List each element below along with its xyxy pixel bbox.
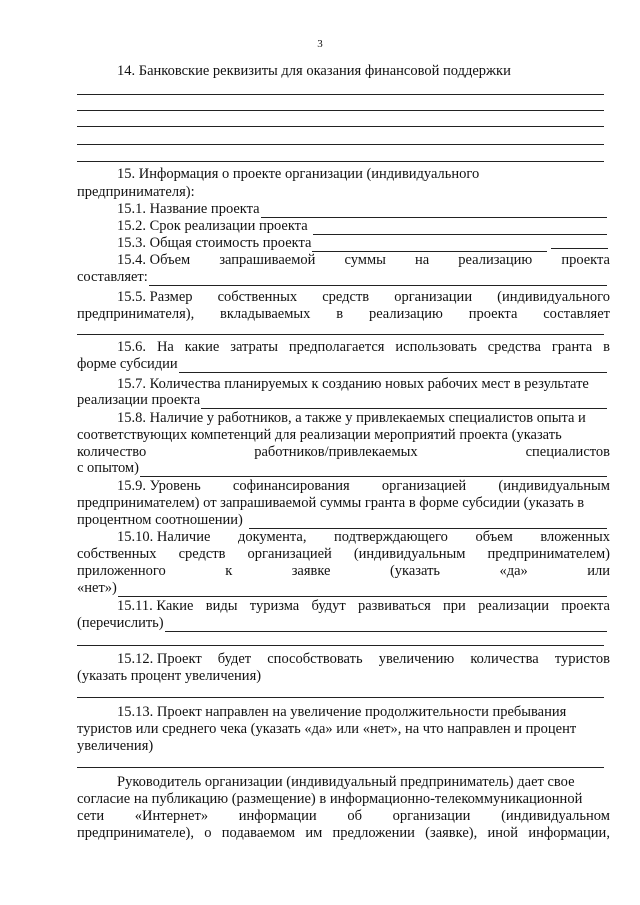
- blank-line: [179, 359, 607, 373]
- field-15-8-line2: соответствующих компетенций для реализации мероприятий проекта (указать: [77, 427, 562, 443]
- word: вложенных: [540, 529, 610, 545]
- word: объем: [475, 529, 513, 545]
- word: заявке: [291, 563, 331, 579]
- word: какие: [184, 339, 220, 355]
- word: виды: [205, 598, 238, 614]
- word: специалистов: [525, 444, 610, 460]
- word: об: [347, 808, 362, 824]
- word: на: [414, 252, 430, 268]
- word: собственных: [217, 289, 298, 305]
- word: будет: [217, 651, 252, 667]
- blank-line: [201, 395, 607, 409]
- field-15-9-line3: [77, 512, 607, 529]
- field-label: форме субсидии: [77, 356, 178, 372]
- blank-line: [77, 144, 604, 145]
- blank-line: [77, 697, 604, 698]
- consent-line4: [77, 825, 610, 842]
- word: 15.12. Проект: [117, 651, 202, 667]
- blank-line: [77, 645, 604, 646]
- word: «да»: [499, 563, 528, 579]
- field-label: составляет:: [77, 269, 148, 285]
- consent-line2: согласие на публикацию (размещение) в информационно-телекоммуникационной: [77, 791, 583, 807]
- word: увеличению: [378, 651, 455, 667]
- blank-line: [249, 515, 607, 529]
- field-15-8-line3: [77, 444, 610, 461]
- field-15-6-line1: [117, 339, 610, 356]
- field-label: 15.2. Срок реализации проекта: [117, 218, 308, 234]
- blank-line: [77, 126, 604, 127]
- field-15-7-line1: 15.7. Количества планируемых к созданию новых рабочих мест в результате: [117, 376, 589, 392]
- word: (указать: [389, 563, 441, 579]
- word: (индивидуальным: [353, 546, 466, 562]
- field-15-5-line2: [77, 306, 610, 323]
- word: 15.5. Размер: [117, 289, 193, 305]
- section-15-heading-line2: предпринимателя):: [77, 184, 195, 200]
- word: в: [336, 306, 344, 322]
- word: о: [204, 825, 212, 841]
- word: туристов: [554, 651, 610, 667]
- field-label: процентном соотношении): [77, 512, 243, 528]
- blank-line: [77, 334, 604, 335]
- field-15-13-line3: увеличения): [77, 738, 154, 754]
- field-15-1-project-name: [117, 201, 607, 218]
- word: или: [587, 563, 610, 579]
- word: предполагается: [288, 339, 385, 355]
- field-15-9-line1: [117, 478, 610, 495]
- word: организации: [392, 808, 471, 824]
- word: (индивидуальном: [501, 808, 610, 824]
- word: иной: [487, 825, 519, 841]
- word: средства: [487, 339, 541, 355]
- word: будут: [311, 598, 346, 614]
- field-label: (перечислить): [77, 615, 164, 631]
- blank-line: [149, 272, 607, 286]
- field-15-10-line2: [77, 546, 610, 563]
- blank-line: [312, 238, 547, 252]
- word: 15.4. Объем: [117, 252, 191, 268]
- word: «Интернет»: [134, 808, 209, 824]
- section-14-heading: 14. Банковские реквизиты для оказания финансовой поддержки: [117, 63, 511, 79]
- field-15-2-project-term: [117, 218, 607, 235]
- blank-line: [77, 110, 604, 111]
- blank-line: [261, 204, 607, 218]
- field-label: 15.3. Общая стоимость проекта: [117, 235, 312, 251]
- blank-line: [77, 161, 604, 162]
- word: средств: [178, 546, 226, 562]
- word: (индивидуального: [497, 289, 610, 305]
- word: туризма: [249, 598, 300, 614]
- word: реализацию: [458, 252, 533, 268]
- consent-line1: Руководитель организации (индивидуальный предприниматель) дает свое: [117, 774, 575, 790]
- field-15-6-line2: [77, 356, 607, 373]
- word: информации,: [528, 825, 610, 841]
- word: работников/привлекаемых: [254, 444, 418, 460]
- field-label: реализации проекта: [77, 392, 201, 408]
- word: 15.10. Наличие: [117, 529, 211, 545]
- blank-line: [140, 463, 607, 477]
- field-label: с опытом): [77, 460, 139, 476]
- field-15-4-line2: [77, 269, 607, 286]
- page-number: 3: [317, 38, 323, 50]
- word: развиваться: [357, 598, 431, 614]
- word: 15.11. Какие: [117, 598, 194, 614]
- word: подаваемом: [221, 825, 296, 841]
- field-15-10-line1: [117, 529, 610, 546]
- consent-line3: [77, 808, 610, 825]
- word: (заявке),: [425, 825, 478, 841]
- word: информации: [238, 808, 317, 824]
- word: вкладываемых: [220, 306, 311, 322]
- word: реализацию: [368, 306, 443, 322]
- blank-line: [118, 583, 607, 597]
- field-15-10-line3: [77, 563, 610, 580]
- word: средств: [322, 289, 370, 305]
- word: способствовать: [267, 651, 363, 667]
- word: собственных: [77, 546, 157, 562]
- word: предложении: [332, 825, 415, 841]
- blank-line: [165, 618, 607, 632]
- word: подтверждающего: [334, 529, 448, 545]
- word: предпринимателем): [487, 546, 610, 562]
- section-15-heading-line1: 15. Информация о проекте организации (индивидуального: [117, 166, 480, 182]
- word: документа,: [237, 529, 307, 545]
- word: им: [305, 825, 323, 841]
- field-15-4-line1: [117, 252, 610, 269]
- field-15-3-project-cost: [117, 235, 547, 252]
- blank-line: [77, 767, 604, 768]
- word: запрашиваемой: [219, 252, 316, 268]
- field-15-12-line1: [117, 651, 610, 668]
- word: использовать: [395, 339, 477, 355]
- field-15-12-line2: (указать процент увеличения): [77, 668, 262, 684]
- word: реализации: [478, 598, 549, 614]
- word: На: [156, 339, 174, 355]
- blank-line: [551, 248, 608, 249]
- word: организацией: [247, 546, 332, 562]
- field-label: «нет»): [77, 580, 117, 596]
- word: предпринимателя),: [77, 306, 195, 322]
- word: в: [603, 339, 610, 355]
- word: проекта: [468, 306, 518, 322]
- field-15-8-line1: 15.8. Наличие у работников, а также у привлекаемых специалистов опыта и: [117, 410, 586, 426]
- word: количества: [470, 651, 539, 667]
- field-15-11-line2: [77, 615, 607, 632]
- word: составляет: [543, 306, 610, 322]
- field-15-11-line1: [117, 598, 610, 615]
- field-label: 15.1. Название проекта: [117, 201, 260, 217]
- word: сети: [77, 808, 105, 824]
- field-15-7-line2: [77, 392, 607, 409]
- word: софинансирования: [232, 478, 350, 494]
- word: количество: [77, 444, 147, 460]
- word: 15.6.: [117, 339, 146, 355]
- word: проекта: [561, 598, 610, 614]
- word: гранта: [551, 339, 593, 355]
- field-15-9-line2: предпринимателем) от запрашиваемой суммы гранта в форме субсидии (указать в: [77, 495, 585, 511]
- field-15-10-line4: [77, 580, 607, 597]
- word: к: [225, 563, 233, 579]
- word: организацией: [381, 478, 467, 494]
- field-15-13-line1: 15.13. Проект направлен на увеличение продолжительности пребывания: [117, 704, 567, 720]
- word: при: [443, 598, 466, 614]
- word: суммы: [344, 252, 386, 268]
- field-15-8-line4: [77, 460, 607, 477]
- word: 15.9. Уровень: [117, 478, 201, 494]
- field-15-5-line1: [117, 289, 610, 306]
- word: предпринимателе),: [77, 825, 194, 841]
- word: затраты: [230, 339, 278, 355]
- field-15-13-line2: туристов или среднего чека (указать «да» или «нет», на что направлен и процент: [77, 721, 577, 737]
- word: приложенного: [77, 563, 166, 579]
- word: (индивидуальным: [498, 478, 610, 494]
- blank-line: [313, 221, 607, 235]
- blank-line: [77, 94, 604, 95]
- word: проекта: [561, 252, 610, 268]
- word: организации: [394, 289, 473, 305]
